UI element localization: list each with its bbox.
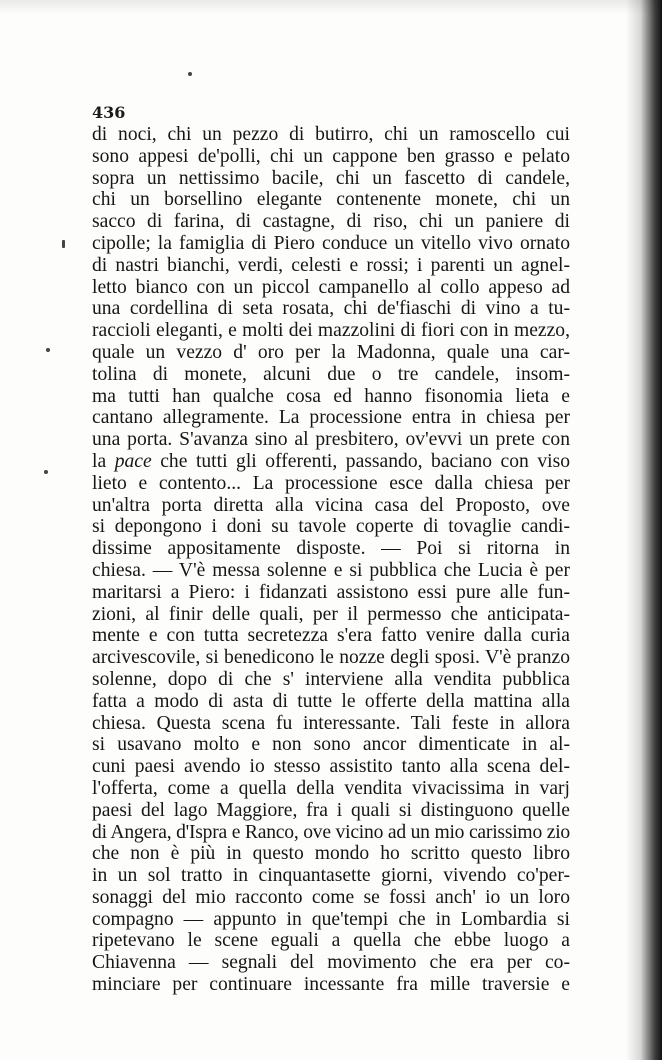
paper-speck <box>46 348 50 352</box>
text-line: Chiavenna — segnali del movimento che era per co- <box>92 952 570 974</box>
text-line: raccioli eleganti, e molti dei mazzolini di fiori con in mezzo, <box>92 320 570 342</box>
paper-speck <box>62 240 65 248</box>
text-line: l'offerta, come a quella della vendita vivacissima in varj <box>92 777 570 799</box>
text-line: cipolle; la famiglia di Piero conduce un vitello vivo ornato <box>92 232 570 254</box>
text-line: una porta. S'avanza sino al presbitero, ov'evvi un prete con <box>92 429 570 451</box>
text-line: la pace che tutti gli offerenti, passando, baciano con viso <box>92 450 571 472</box>
text-line: mente e con tutta secretezza s'era fatto venire dalla curia <box>92 625 570 647</box>
text-line: che non è più in questo mondo ho scritto questo libro <box>92 843 570 865</box>
text-line: chiesa. — V'è messa solenne e si pubblica che Lucia è per <box>92 559 570 581</box>
text-line: arcivescovile, si benedicono le nozze degli sposi. V'è pranzo <box>92 647 570 669</box>
italic-word: pace <box>114 450 152 472</box>
text-line: sopra un nettissimo bacile, chi un fascetto di candele, <box>92 167 570 189</box>
text-line: tolina di monete, alcuni due o tre candele, insom- <box>92 363 570 385</box>
text-line: ma tutti han qualche cosa ed hanno fisonomia lieta e <box>92 385 570 407</box>
spine-shadow <box>626 0 662 1060</box>
text-line: una cordellina di seta rosata, chi de'fiaschi di vino a tu- <box>92 298 570 320</box>
text-line: letto bianco con un piccol campanello al collo appeso ad <box>92 276 570 298</box>
text-line: minciare per continuare incessante fra mille traversie e <box>92 974 570 996</box>
page-number: 436 <box>92 103 126 122</box>
text-line: di noci, chi un pezzo di butirro, chi un ramoscello cui <box>92 124 570 145</box>
paper-speck <box>44 470 48 474</box>
text-line: dissime appositamente disposte. — Poi si ritorna in <box>92 538 570 560</box>
text-line: zioni, al finir delle quali, per il permesso che anticipata- <box>92 603 570 625</box>
text-line: fatta a modo di asta di tutte le offerte della mattina alla <box>92 690 570 712</box>
text-line: cuni paesi avendo io stesso assistito tanto alla scena del- <box>92 756 570 778</box>
body-text <box>92 124 570 996</box>
text-line: compagno — appunto in que'tempi che in Lombardia si <box>92 908 570 930</box>
text-line: lieto e contento... La processione esce dalla chiesa per <box>92 472 570 494</box>
text-line: chiesa. Questa scena fu interessante. Tali feste in allora <box>92 712 570 734</box>
text-line: solenne, dopo di che s' interviene alla vendita pubblica <box>92 668 570 690</box>
text-line: un'altra porta diretta alla vicina casa del Proposto, ove <box>92 494 570 516</box>
text-line: sonaggi del mio racconto come se fossi anch' io un loro <box>92 886 570 908</box>
text-line: cantano allegramente. La processione entra in chiesa per <box>92 407 570 429</box>
text-line: quale un vezzo d' oro per la Madonna, quale una car- <box>92 341 570 363</box>
text-line: maritarsi a Piero: i fidanzati assistono essi pure alle fun- <box>92 581 570 603</box>
text-line: sacco di farina, di castagne, di riso, chi un paniere di <box>92 211 570 233</box>
text-line: di nastri bianchi, verdi, celesti e rossi; i parenti un agnel- <box>92 254 570 276</box>
text-line: chi un borsellino elegante contenente monete, chi un <box>92 189 570 211</box>
text-line: si usavano molto e non sono ancor dimenticate in al- <box>92 734 570 756</box>
text-line: paesi del lago Maggiore, fra i quali si distinguono quelle <box>92 799 570 821</box>
text-line: sono appesi de'polli, chi un cappone ben grasso e pelato <box>92 145 570 167</box>
top-edge-shadow <box>0 0 662 14</box>
text-line: ripetevano le scene eguali a quella che ebbe luogo a <box>92 930 570 952</box>
text-line: in un sol tratto in cinquantasette giorni, vivendo co'per- <box>92 865 570 887</box>
text-line: si depongono i doni su tavole coperte di tovaglie candi- <box>92 516 570 538</box>
paper-speck <box>188 72 192 76</box>
text-line: di Angera, d'Ispra e Ranco, ove vicino ad un mio carissimo zio <box>92 821 570 843</box>
